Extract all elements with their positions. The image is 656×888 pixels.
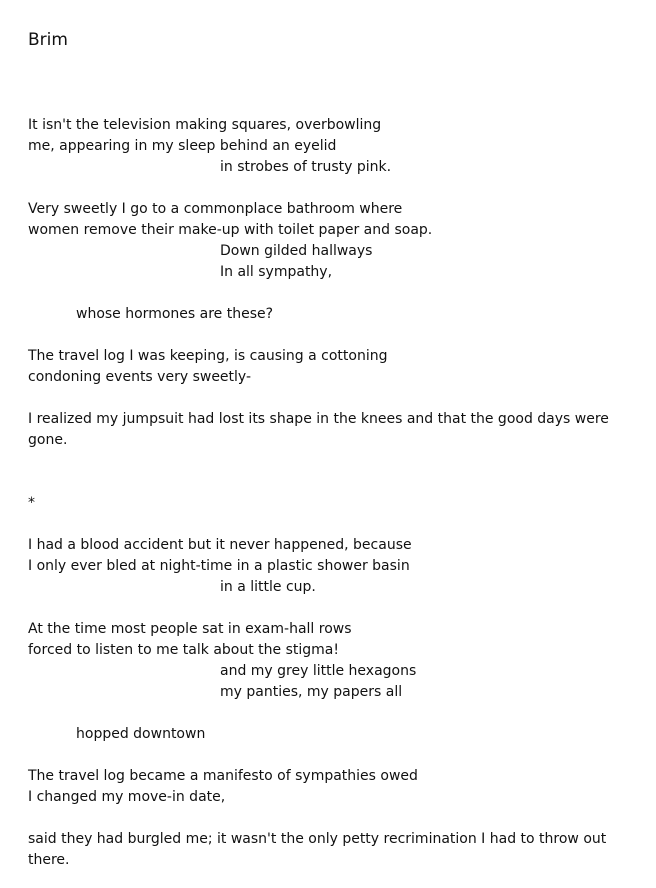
stanza-break: [28, 388, 618, 409]
stanza-break: [28, 598, 618, 619]
poem-line: women remove their make-up with toilet paper and soap.: [28, 222, 433, 238]
poem-line-wrapped: I realized my jumpsuit had lost its shape in the knees and that the good days were gone.: [28, 411, 609, 448]
poem-line: At the time most people sat in exam-hall rows: [28, 621, 352, 637]
stanza-break: [28, 808, 618, 829]
poem-line-indented: in a little cup.: [220, 579, 316, 595]
poem-body: [28, 115, 618, 871]
poem-line-indented: and my grey little hexagons: [220, 663, 417, 679]
poem-line-indented: whose hormones are these?: [76, 306, 274, 322]
section-break: [28, 451, 618, 493]
poem-line: The travel log I was keeping, is causing a cottoning: [28, 348, 388, 364]
poem-line-wrapped: said they had burgled me; it wasn't the only petty recrimination I had to throw out there.: [28, 831, 607, 868]
poem-line: Very sweetly I go to a commonplace bathroom where: [28, 201, 403, 217]
poem-line: condoning events very sweetly-: [28, 369, 252, 385]
poem-title: Brim: [28, 30, 68, 50]
poem-line: forced to listen to me talk about the stigma!: [28, 642, 339, 658]
poem-line: me, appearing in my sleep behind an eyelid: [28, 138, 337, 154]
stanza-break: [28, 325, 618, 346]
poem-line: I only ever bled at night-time in a plastic shower basin: [28, 558, 410, 574]
section-separator: *: [28, 495, 35, 511]
poem-line: I changed my move-in date,: [28, 789, 226, 805]
stanza-break: [28, 703, 618, 724]
stanza-break: [28, 283, 618, 304]
poem-line: The travel log became a manifesto of sympathies owed: [28, 768, 418, 784]
stanza-break: [28, 745, 618, 766]
poem-line-indented: hopped downtown: [76, 726, 206, 742]
poem-line: I had a blood accident but it never happened, because: [28, 537, 412, 553]
stanza-break: [28, 514, 618, 535]
poem-line-indented: my panties, my papers all: [220, 684, 403, 700]
poem-line-indented: In all sympathy,: [220, 264, 333, 280]
poem-line: It isn't the television making squares, overbowling: [28, 117, 382, 133]
poem-line-indented: Down gilded hallways: [220, 243, 373, 259]
stanza-break: [28, 178, 618, 199]
poem-line-indented: in strobes of trusty pink.: [220, 159, 392, 175]
